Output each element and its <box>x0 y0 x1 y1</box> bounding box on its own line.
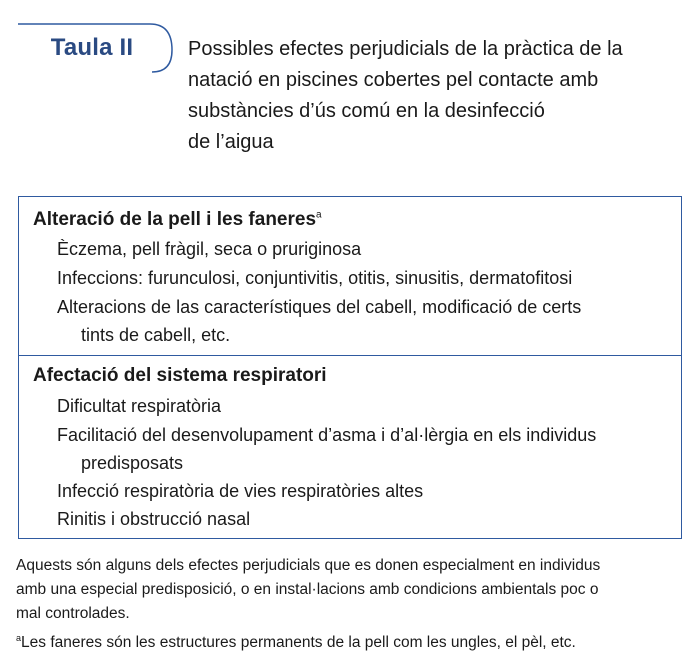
list-item: Dificultat respiratòria <box>57 396 222 416</box>
list-item: Infeccions: furunculosi, conjuntivitis, otitis, sinusitis, dermatofitosi <box>57 268 573 288</box>
section-title: Afectació del sistema respiratori <box>33 365 327 386</box>
footnote <box>16 626 692 655</box>
table-caption <box>188 34 688 158</box>
note-line: Aquests són alguns dels efectes perjudicials que es donen especialment en individus <box>16 557 601 574</box>
caption-line: substàncies d’ús comú en la desinfecció <box>188 100 545 122</box>
section-skin <box>19 197 681 356</box>
list-item-continuation: predisposats <box>81 453 184 473</box>
table-notes <box>16 554 692 655</box>
list-item: Facilitació del desenvolupament d’asma i d’al·lèrgia en els individus <box>57 425 597 445</box>
section-title-text: Alteració de la pell i les faneres <box>33 209 317 230</box>
note-line: amb una especial predisposició, o en instal·lacions amb condicions ambientals poc o <box>16 581 599 598</box>
section-title <box>33 209 322 231</box>
footnote-marker: a <box>316 209 322 221</box>
footnote-marker: a <box>16 633 22 643</box>
list-item: Èczema, pell fràgil, seca o pruriginosa <box>57 239 362 259</box>
section-respiratory <box>19 355 681 538</box>
table-label: Taula II <box>50 34 134 61</box>
effects-table <box>18 196 682 539</box>
footnote-text: Les faneres són les estructures permanents de la pell com les ungles, el pèl, etc. <box>21 634 576 652</box>
list-item: Alteracions de las característiques del cabell, modificació de certs <box>57 297 582 317</box>
list-item-continuation: tints de cabell, etc. <box>81 325 231 345</box>
caption-line: Possibles efectes perjudicials de la pràctica de la <box>188 38 623 60</box>
list-item: Rinitis i obstrucció nasal <box>57 509 251 529</box>
caption-line: natació en piscines cobertes pel contacte amb <box>188 69 599 91</box>
caption-line: de l’aigua <box>188 131 274 153</box>
list-item: Infecció respiratòria de vies respiratòries altes <box>57 481 424 501</box>
note-line: mal controlades. <box>16 605 130 622</box>
